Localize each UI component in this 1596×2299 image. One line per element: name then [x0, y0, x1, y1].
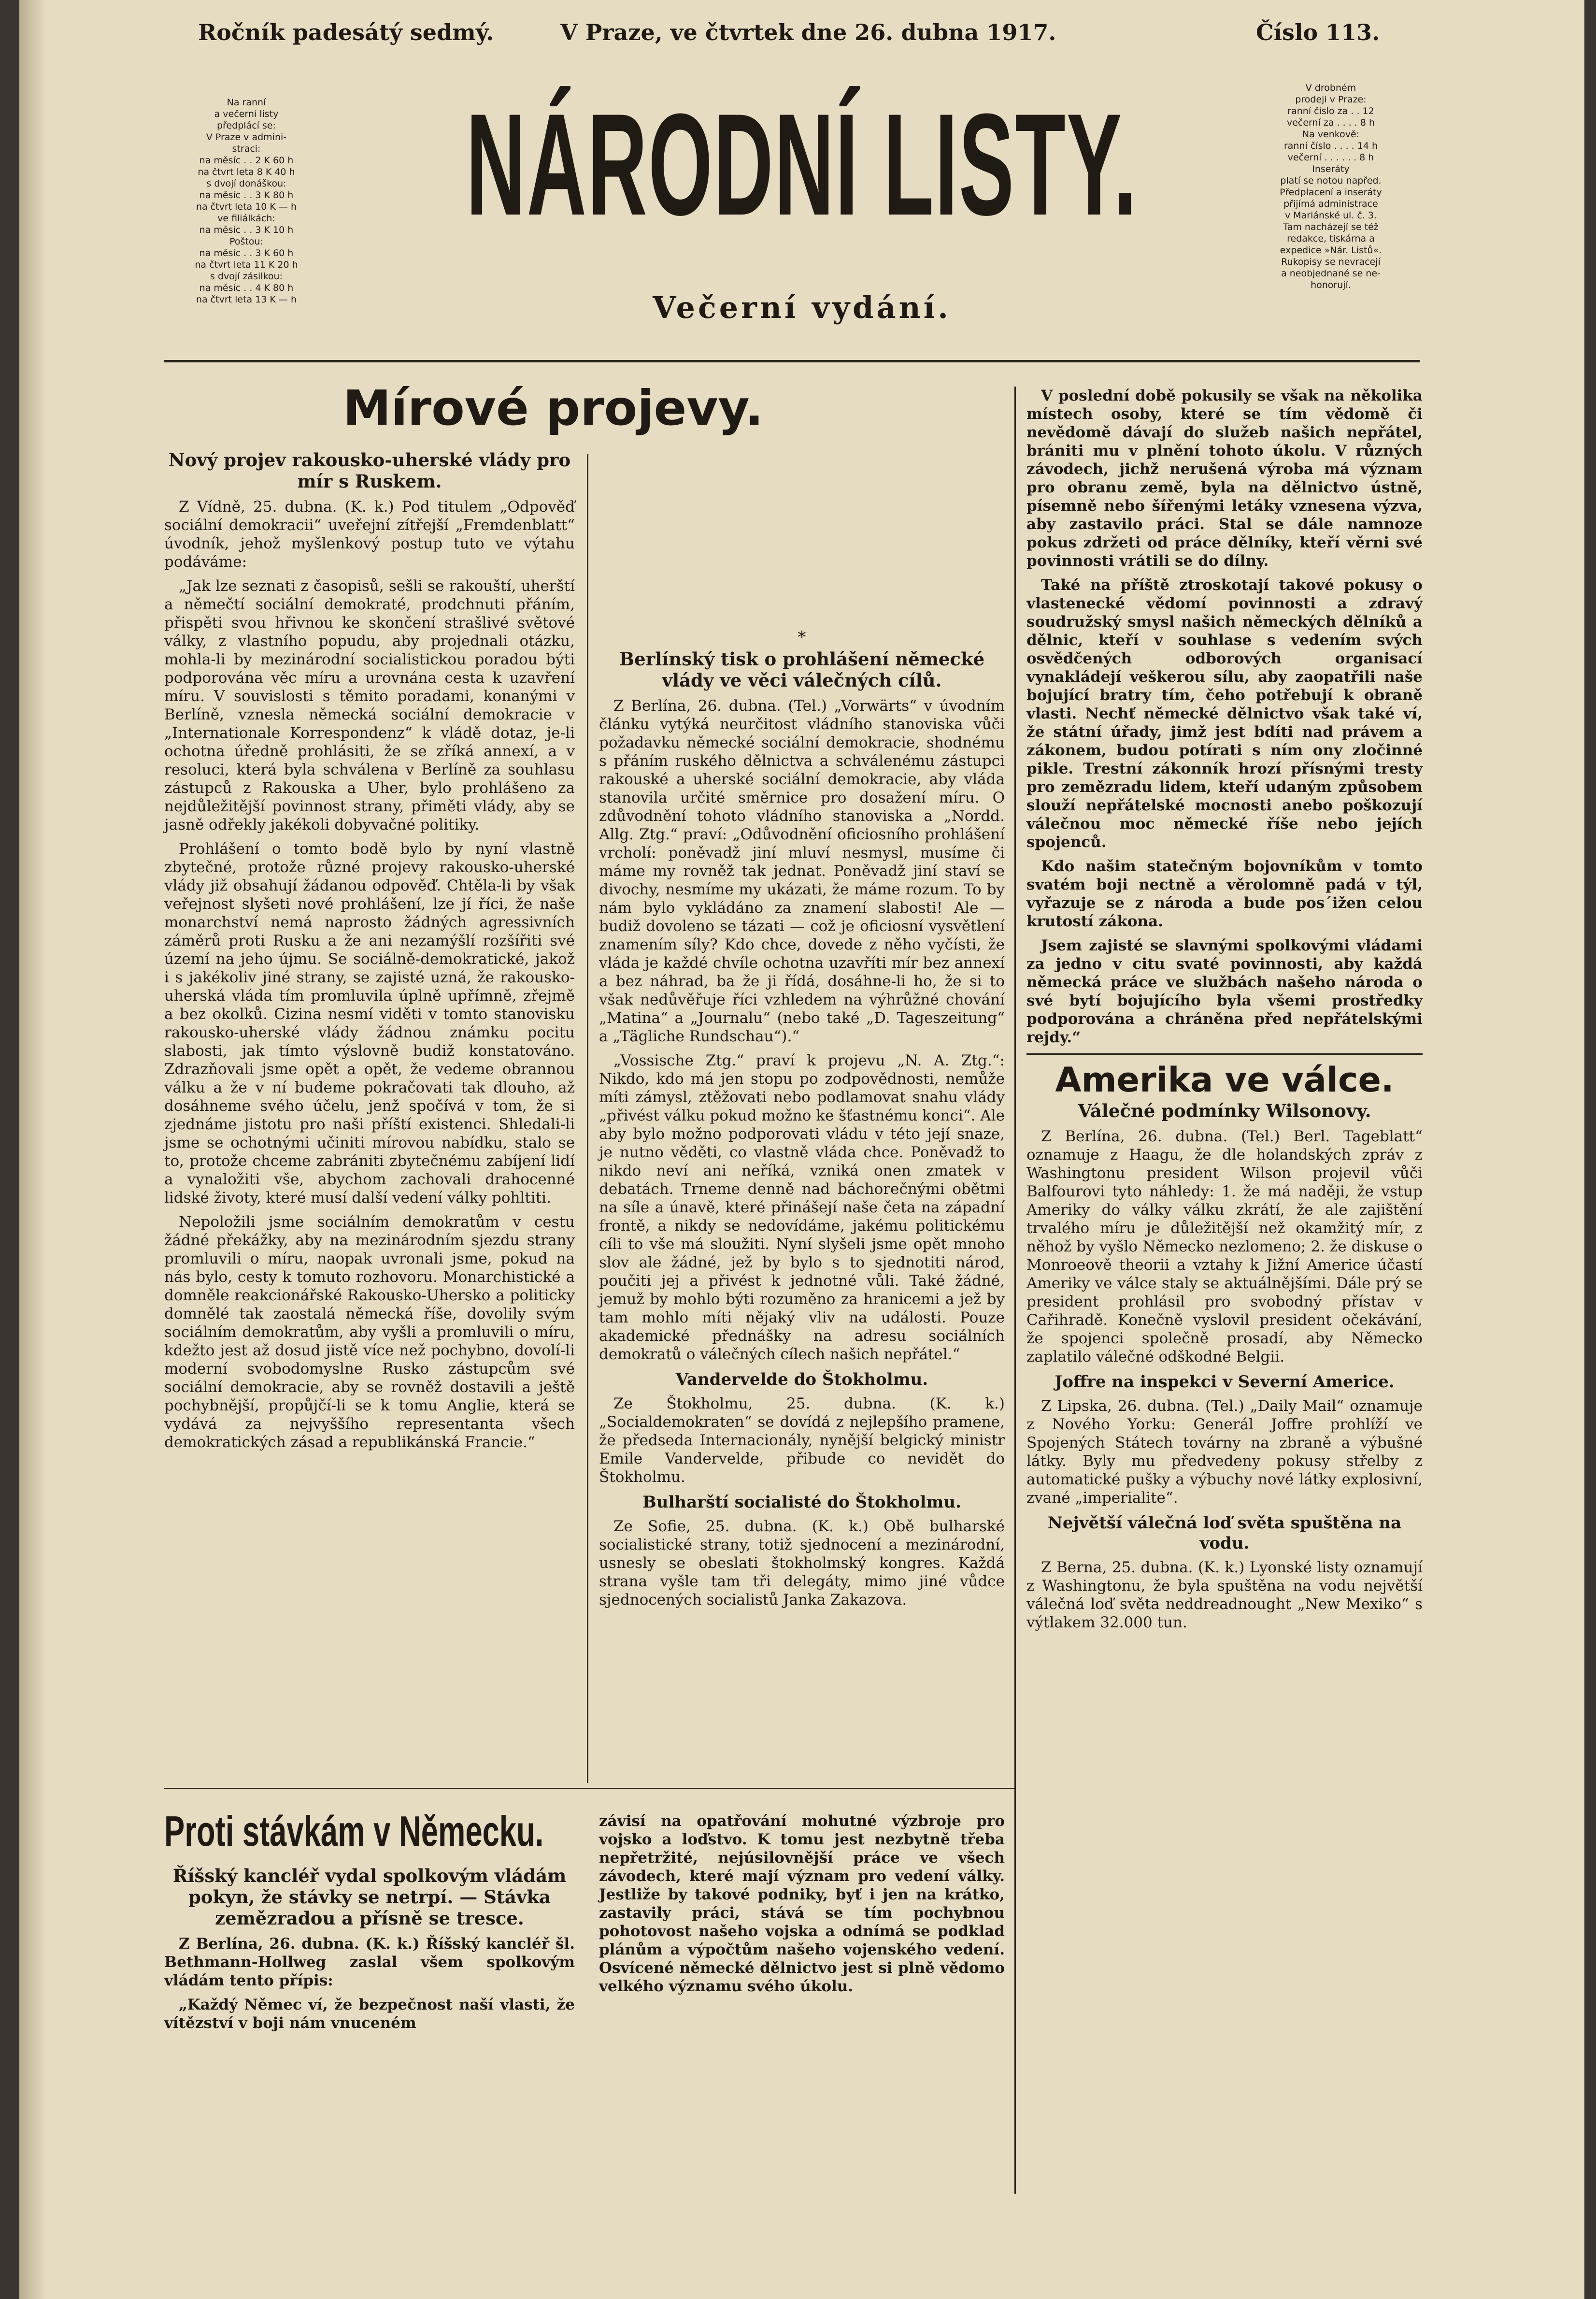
proti-subheadline: Říšský kancléř vydal spolkovým vládám pokyn, že stávky se netrpí. — Stávka zemězradou a přísně se tresce.	[172, 1865, 567, 1929]
proti-headline: Proti stávkám v Německu.	[164, 1807, 544, 1855]
bulgarian-paragraph: Ze Sofie, 25. dubna. (K. k.) Obě bulharské socialistické strany, totiž sjednocení a mezinárodní, usnesly se obeslati štokholmský kongres. Každá strana vyšle tam tři delegáty, mimo jiné vůdce sjednocených socialistů Janka Zakazova.	[599, 1518, 1005, 1609]
berlin-paragraph-1: Z Berlína, 26. dubna. (Tel.) „Vorwärts“ v úvodním článku vytýká neurčitost vládního stanoviska vůči požadavku německé sociální demokracie, shodnému s přáním ruského dělnictva a schválenému zástupci rakouské a uherské sociální demokracie, aby vláda stanovila určité směrnice pro dosažení míru. O zdůvodnění tohoto vládního stanoviska a „Nordd. Allg. Ztg.“ praví: „Odůvodnění oficiosního prohlášení vrcholí: poněvadž jiní mluví nesmysl, musíme či máme my rovněž tak jednat. Poněvadž jiní staví se divochy, nesmíme my ukázati, že máme rozum. To by nám bylo vykládáno za znamení slabosti! Ale — budiž dovoleno se tázati — což je oficiosní vysvětlení znamením síly? Kdo chce, dovede z něho vyčísti, že vláda je každé chvíle ochotna uzavříti mír bez annexí a bez náhrad, ba že ji řídá, dosáhne-li ho, že si to však nedůvěřuje říci vzhledem na výhrůžné chování „Matina“ a „Journalu“ (nebo také „D. Tageszeitung“ a „Tägliche Rundschau“).“	[599, 697, 1005, 1045]
mirove-article	[164, 380, 764, 436]
right-ear-prices: V drobném prodeji v Praze: ranní číslo za . . 12 večerní za . . . . 8 h Na venkově: ranní číslo . . . . 14 h večerní . . . . . . 8 h Inseráty platí se notou napřed. Předplacení a inseráty přijímá administrace v Mariánské ul. č. 3. Tam nacházejí se též redakce, tiskárna a expedice »Nár. Listů«. Rukopisy se nevracejí a neobjednané se ne- honorují.	[1280, 83, 1382, 290]
right-column	[1026, 387, 1423, 1638]
vandervelde-paragraph: Ze Štokholmu, 25. dubna. (K. k.) „Socialdemokraten“ se dovídá z nejlepšího pramene, že předseda Internacionály, nynější belgický ministr Emile Vandervelde, přibude co nevidět do Štokholmu.	[599, 1395, 1005, 1486]
left-ear-subscription: Na ranní a večerní listy předplácí se: V Praze v admini- straci: na měsíc . . 2 K 60 h na čtvrt leta 8 K 40 h s dvojí donáškou: na měsíc . . 3 K 80 h na čtvrt leta 10 K — h ve filiálkách: na měsíc . . 3 K 10 h Poštou: na měsíc . . 3 K 60 h na čtvrt leta 11 K 20 h s dvojí zásilkou: na měsíc . . 4 K 80 h na čtvrt leta 13 K — h	[195, 97, 298, 305]
mirove-subheadline: Nový projev rakousko-uherské vlády pro mír s Ruskem.	[168, 449, 571, 492]
proti-article	[164, 1807, 589, 1855]
issue-number: Číslo 113.	[1256, 19, 1380, 45]
section-star: *	[798, 628, 806, 647]
page-fold-shadow	[19, 0, 46, 2299]
column-rule-1	[587, 454, 588, 1783]
newspaper-title: NÁRODNÍ LISTY.	[466, 83, 1138, 245]
berlin-subheadline: Berlínský tisk o prohlášení německé vlády ve věci válečných cílů.	[619, 648, 985, 691]
mirove-paragraph-2: „Jak lze seznati z časopisů, sešli se rakouští, uherští a němečtí sociální demokraté, prodchnuti přáním, přispěti svou hřivnou ke skončení strašlivé světové války, z vlastního popudu, aby projednali otázku, mohla-li by mezinárodní socialistickou poradou býti podporována věc míru a urovnána cesta k uzavření míru. V souvislosti s těmito poradami, konanými v Berlíně, vznesla německá sociální demokracie v „Internationale Korrespondenz“ k vládě dotaz, je-li ochotna úředně prohlásiti, že se zříká annexí, a v resoluci, která byla schválena v Berlíně za souhlasu zástupců z Rakouska a Uher, bylo prohlášeno za nejdůležitější povinnost strany, přiměti vlády, aby se jasně odřekly jakékoli dobyvačné politiky.	[164, 577, 575, 833]
mirove-paragraph-3: Prohlášení o tomto bodě bylo by nyní vlastně zbytečné, protože různé projevy rakousko-uherské vlády již obsahují žádanou odpověď. Chtěla-li by však veřejnost slyšeti nové prohlášení, lze jí říci, že naše monarchství nemá naprosto žádných agressivních záměrů proti Rusku a že ani nezamýšlí rozšířiti své území na jeho újmu. Se sociálně-demokratické, jakož i s jakékoliv jiné strany, se zajisté uzná, že rakousko-uherská vláda tím promluvila úplně upřímně, zřejmě a bez okolků. Cizina nesmí viděti v tomto stanovisku rakousko-uherské vlády žádnou známku pocitu slabosti, jak tímto výslovně budiž konstatováno. Zdrazňovali jsme opět a opět, že vedeme obrannou válku a že v ní budeme pokračovati tak dlouho, až dosáhneme svého účelu, jenž spočívá v tom, že si zjednáme jistotu pro naši příští existenci. Shledali-li jsme se ochotnými učiniti mírovou nabídku, stalo se to, protože chceme zabrániti zbytečnému zabíjení lidí a vynaložiti vše, abychom zachovali drahocenné lidské životy, které musí další vedení války pohltiti.	[164, 840, 575, 1207]
warship-headline: Největší válečná loď světa spuštěna na vodu.	[1047, 1513, 1402, 1553]
right-paragraph-4: Jsem zajisté se slavnými spolkovými vládami za jedno v citu svaté povinnosti, aby každá německá práce ve službách našeho národa o své bytí bojujícího byla všemi prostředky podporována a chráněna před nepřátelskými rejdy.“	[1026, 937, 1423, 1046]
right-section-rule	[1026, 1053, 1423, 1055]
joffre-paragraph: Z Lipska, 26. dubna. (Tel.) „Daily Mail“ oznamuje z Nového Yorku: Generál Joffre prohlíží ve Spojených Státech továrny na zbraně a výbušné látky. Byly mu předvedeny pokusy střelby z automatické pušky a výbuchy nové látky explosivní, zvané „imperialite“.	[1026, 1397, 1423, 1507]
amerika-subheadline: Válečné podmínky Wilsonovy.	[1078, 1100, 1371, 1121]
warship-paragraph: Z Berna, 25. dubna. (K. k.) Lyonské listy oznamují z Washingtonu, že byla spuštěna na vodu největší válečná loď světa neddreadnought „New Mexiko“ s výtlakem 32.000 tun.	[1026, 1559, 1423, 1631]
bottom-section-rule	[164, 1788, 1014, 1789]
dateline: V Praze, ve čtvrtek dne 26. dubna 1917.	[560, 19, 1056, 45]
mirove-headline: Mírové projevy.	[343, 380, 764, 436]
right-paragraph-2: Také na příště ztroskotají takové pokusy o vlastenecké vědomí povinnosti a zdravý soudružský smysl našich německých dělníků a dělnic, kteří v souhlase s vedením svých osvědčených odborových organisací vynakládejí veškerou sílu, aby zaopatřili naše bojující bratry tím, čeho potřebují k obraně vlasti. Nechť německé dělnictvo však také ví, že státní úřady, jimž jest bdíti nad právem a zákonem, budou potírati s ním ony zločinné pikle. Trestní zákonník hrozí přísnými tresty pro zemězradu lidem, kteří udaným způsobem slouží nepřátelské mocnosti anebo poškozují válečnou moc německé říše nebo jejích spojenců.	[1026, 576, 1423, 851]
proti-col1	[164, 1865, 575, 2038]
mirove-paragraph-4: Nepoložili jsme sociálním demokratům v cestu žádné překážky, aby na mezinárodním sjezdu strany promluvili o míru, naopak uvronali jsme, pokud na nás bylo, cesty k tomuto rozhovoru. Monarchistické a domněle reakcionářské Rakousko-Uhersko a politicky domnělé tak zaostalá německá říše, dovolily svým sociálním demokratům, aby vyšli a promluvili o míru, kdežto jest až dosud jistě více než pochybno, dovolí-li moderní svobodomyslne Rusko zástupcům své sociální demokracie, aby se rovněž dostavili a ještě pochybnější, propůjčí-li se k tomu Anglie, která se vydává za nejvyššího representanta všech demokratických zásad a republikánská Francie.“	[164, 1213, 575, 1451]
mirove-paragraph-1: Z Vídně, 25. dubna. (K. k.) Pod titulem „Odpověď sociální demokracii“ uveřejní zítřejší „Fremdenblatt“ úvodník, jehož myšlenkový postup tuto ve výtahu podáváme:	[164, 498, 575, 571]
berlin-paragraph-2: „Vossische Ztg.“ praví k projevu „N. A. Ztg.“: Nikdo, kdo má jen stopu po zodpovědnosti, nemůže míti zámysl, ztěžovati nebo podlamovat snahu vlády „přivést válku pokud možno ke šťastnému konci“. Ale aby bylo možno podporovati vládu v této její snaze, je nutno věděti, co vlastně vláda chce. Poněvadž to nikdo neví ani neříká, vzniká onen zmatek v debatách. Trneme denně nad báchorečnými obětmi na síle a únavě, které přinášejí naše četa na západní frontě, a nikdy se nedovídáme, jakému politickému cíli to vše má sloužiti. Nyní slyšeli jsme opět mnoho slov ale žádné, jež by bylo s to sjednotiti národ, poučiti jej a přivést k jednotné vůli. Také žádné, jemuž by mohlo býti rozuměno za hranicemi a jež by tam mohlo míti nějaký vliv na události. Pouze akademické přednášky na adresu sociálních demokratů o válečných cílech našich nepřátel.“	[599, 1052, 1005, 1363]
right-paragraph-1: V poslední době pokusily se však na několika místech osoby, které se tím vědomě či nevědomě dávají do služeb našich nepřátel, brániti mu v plnění tohoto úkolu. V různých závodech, jichž nerušená výroba má význam pro obranu země, byla na dělnictvo ústně, písemně nebo šířenými letáky vznesena výzva, aby zastavilo práci. Stal se dále namnoze pokus zdržeti od práce dělníky, kteří věrni své povinnosti vrátili se do dílny.	[1026, 387, 1423, 570]
right-paragraph-3: Kdo našim statečným bojovníkům v tomto svatém boji nectně a věrolomně padá v týl, vyřazuje se z národa a bude pos´ižen celou krutostí zákona.	[1026, 858, 1423, 930]
bulgarian-headline: Bulharští socialisté do Štokholmu.	[642, 1493, 961, 1512]
amerika-paragraph: Z Berlína, 26. dubna. (Tel.) Berl. Tageblatt“ oznamuje z Haagu, že dle holandských zpráv z Washingtonu president Wilson projevil vůči Balfourovi tyto náhledy: 1. že má naději, že vstup Ameriky do války válku zkrátí, že ale zajištění trvalého míru je důležitější než okamžitý mír, z něhož by vyšlo Německo nezlomeno; 2. že diskuse o Monroeově theorii a vztahy k Jižní Americe účastí Ameriky ve válce staly se aktuálnějšími. Dále prý se president prohlásil pro svobodný přístav v Cařihradě. Konečně vyslovil president očekávání, že spojenci společně prosadí, aby Německo zaplatilo válečné odškodné Belgii.	[1026, 1128, 1423, 1365]
column-rule-2	[1014, 387, 1016, 2194]
edition-label: Večerní vydání.	[653, 290, 951, 325]
proti-continuation: závisí na opatřování mohutné výzbroje pro vojsko a loďstvo. K tomu jest nezbytně třeba nepřetržité, nejúsilovnější práce ve všech závodech, které mají význam pro vedení války. Jestliže by takové podniky, byť i jen na krátko, zastavily práci, stává se tím pochybnou pohotovost našeho vojska a odnímá se podklad plánům a výpočtům našeho vojenského vedení. Osvícené německé dělnictvo jest si plně vědomo velkého významu svého úkolu.	[599, 1812, 1005, 1995]
mirove-col1	[164, 449, 575, 1457]
amerika-headline: Amerika ve válce.	[1055, 1060, 1394, 1100]
joffre-headline: Joffre na inspekci v Severní Americe.	[1054, 1372, 1395, 1392]
newspaper-page	[19, 0, 1584, 2299]
masthead-rule	[164, 360, 1420, 362]
volume-line: Ročník padesátý sedmý.	[198, 19, 494, 45]
proti-col2	[599, 1812, 1005, 2001]
vandervelde-headline: Vandervelde do Štokholmu.	[675, 1370, 928, 1389]
proti-paragraph-1: Z Berlína, 26. dubna. (K. k.) Říšský kancléř šl. Bethmann-Hollweg zaslal všem spolkovým vládám tento přípis:	[164, 1935, 575, 1989]
berlin-column	[599, 628, 1005, 1615]
proti-paragraph-2: „Každý Němec ví, že bezpečnost naší vlasti, že vítězství v boji nám vnuceném	[164, 1996, 575, 2032]
